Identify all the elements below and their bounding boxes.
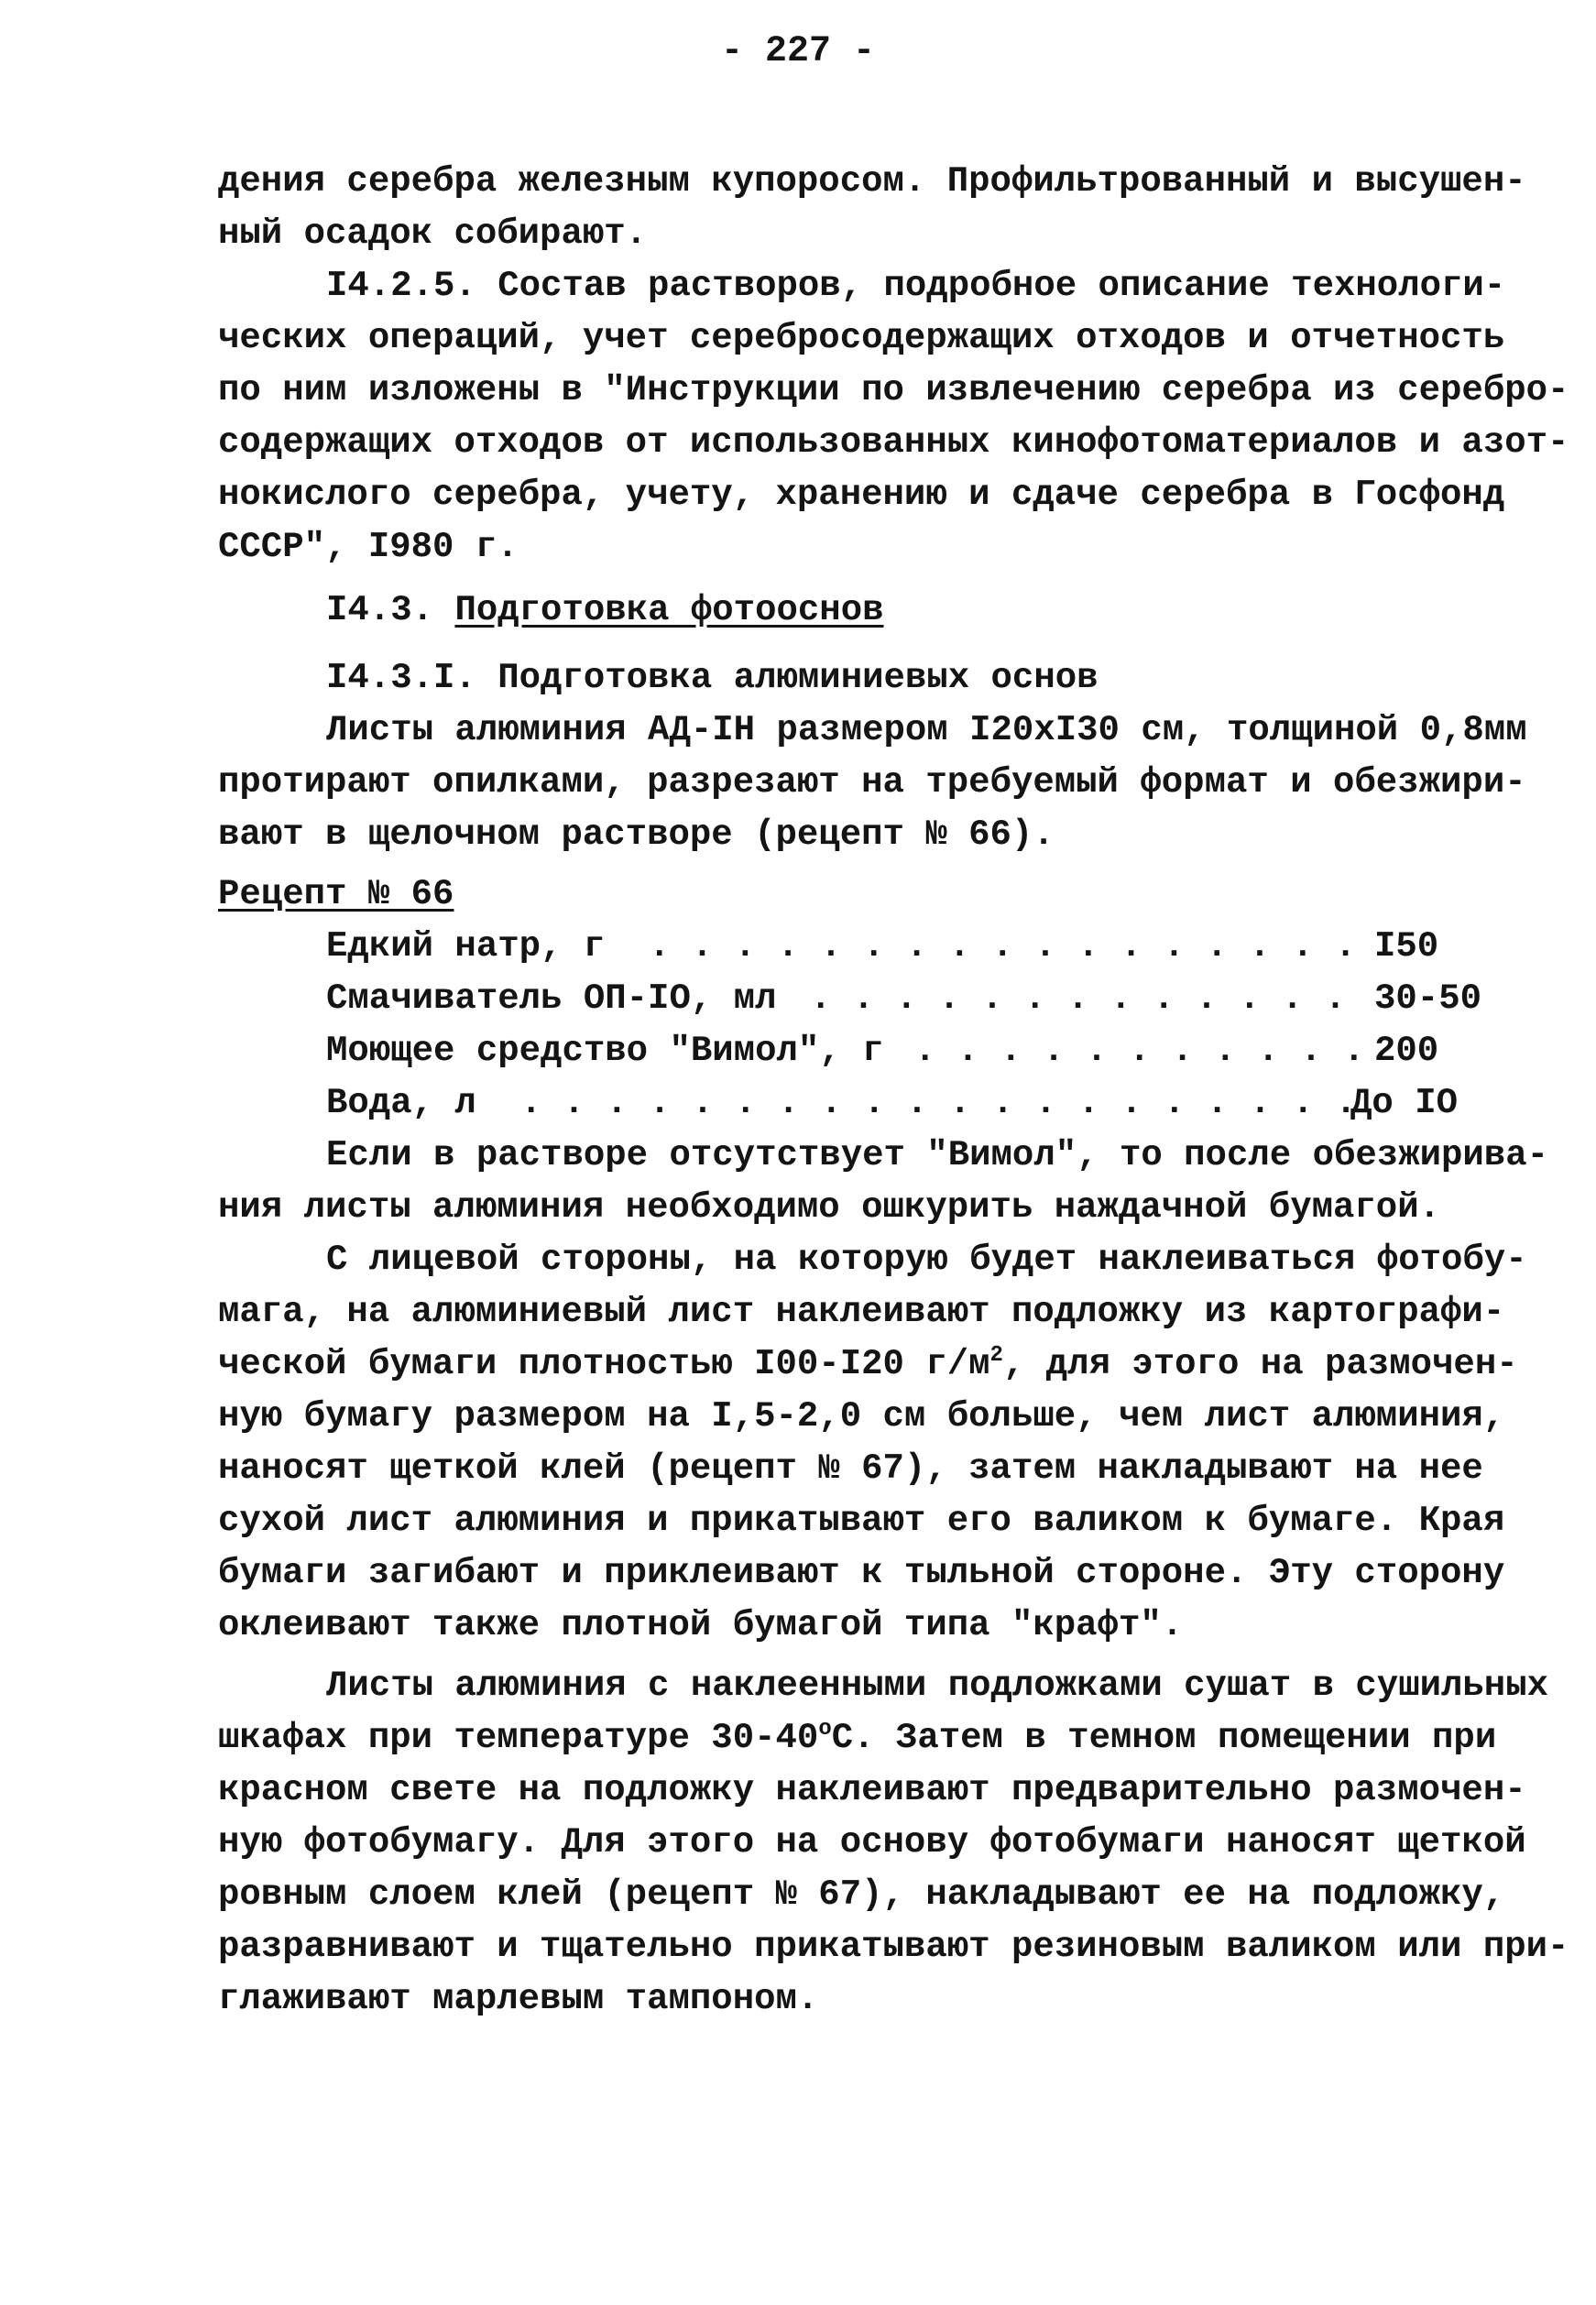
- paragraph-14-2-5: [218, 260, 1569, 574]
- text-line: I4.2.5. Состав растворов, подробное описание технологи-: [326, 266, 1506, 306]
- text-line: красном свете на подложку наклеивают предварительно размочен-: [218, 1770, 1526, 1810]
- text-line: по ним изложены в "Инструкции по извлечению серебра из серебро-: [218, 370, 1569, 410]
- paragraph-continuation: [218, 156, 1537, 260]
- text-line: мага, на алюминиевый лист наклеивают подложку из картографи-: [218, 1292, 1505, 1332]
- recipe-row: [218, 1025, 1482, 1077]
- leader-dots: . . . . . . . . . . . . . . . . . . . .: [520, 1083, 1357, 1123]
- text-line: глаживают марлевым тампоном.: [218, 1979, 819, 2019]
- section-title: Подготовка фотооснов: [454, 590, 884, 630]
- page-number: - 227 -: [720, 31, 876, 72]
- text-line: шкафах при температуре $30-40^оС$. Затем в темном помещении при: [218, 1717, 1497, 1758]
- recipe-row: [218, 973, 1482, 1025]
- text-line: бумаги загибают и приклеивают к тыльной стороне. Эту сторону: [218, 1553, 1505, 1593]
- text-line: содержащих отходов от использованных кинофотоматериалов и азот-: [218, 422, 1569, 463]
- recipe-row: [218, 921, 1482, 973]
- leader-dots: . . . . . . . . . . . . . . . . .: [649, 926, 1357, 967]
- text-line: протирают опилками, разрезают на требуемый формат и обезжири-: [218, 762, 1526, 803]
- ingredient-name: Моющее средство "Вимол", г: [326, 1031, 884, 1071]
- text-line: Если в растворе отсутствует "Вимол", то после обезжирива-: [326, 1135, 1549, 1175]
- text-line: вают в щелочном растворе (рецепт № 66).: [218, 814, 1055, 855]
- section-heading: [218, 584, 1537, 637]
- subsection-title: I4.3.I. Подготовка алюминиевых основ: [326, 658, 1099, 698]
- text-line: сухой лист алюминия и прикатывают его валиком к бумаге. Края: [218, 1501, 1505, 1541]
- recipe-66-list: [218, 921, 1537, 1130]
- text-line: ческой бумаги плотностью I00-I20 $г/м^2$, для этого на размочен-: [218, 1343, 1518, 1384]
- text-line: разравнивают и тщательно прикатывают резиновым валиком или при-: [218, 1927, 1569, 1967]
- paragraph-drying: [218, 1660, 1569, 2026]
- text-line: С лицевой стороны, на которую будет наклеиваться фотобу-: [326, 1240, 1527, 1280]
- ingredient-amount: 30-50: [1374, 978, 1482, 1019]
- recipe-title: Рецепт № 66: [218, 874, 454, 914]
- recipe-heading: [218, 868, 1537, 921]
- ingredient-amount: 200: [1374, 1031, 1439, 1071]
- ingredient-name: Смачиватель ОП-IО, мл: [326, 978, 777, 1019]
- leader-dots: . . . . . . . . . . .: [914, 1031, 1365, 1071]
- ingredient-amount: I50: [1374, 926, 1439, 967]
- recipe-row: [218, 1077, 1482, 1130]
- paragraph-no-vimol: [218, 1130, 1549, 1234]
- text-line: ную фотобумагу. Для этого на основу фотобумаги наносят щеткой: [218, 1822, 1526, 1863]
- leader-dots: . . . . . . . . . . . . .: [810, 978, 1347, 1019]
- text-line: ческих операций, учет серебросодержащих отходов и отчетность: [218, 318, 1505, 358]
- text-line: Листы алюминия с наклеенными подложками сушат в сушильных: [326, 1666, 1549, 1706]
- section-number: I4.3.: [326, 590, 434, 630]
- paragraph-aluminium-sheets: [218, 705, 1537, 861]
- text-line: оклеивают также плотной бумагой типа "крафт".: [218, 1605, 1184, 1645]
- text-line: наносят щеткой клей (рецепт № 67), затем накладывают на нее: [218, 1448, 1483, 1489]
- text-line: ный осадок собирают.: [218, 213, 648, 254]
- text-line: ния листы алюминия необходимо ошкурить наждачной бумагой.: [218, 1187, 1441, 1228]
- subsection-heading: [218, 652, 1537, 705]
- ingredient-name: Едкий натр, г: [326, 926, 606, 967]
- text-line: СССР", I980 г.: [218, 527, 519, 567]
- text-line: дения серебра железным купоросом. Профильтрованный и высушен-: [218, 161, 1526, 202]
- ingredient-amount: До IО: [1350, 1083, 1459, 1123]
- text-line: ную бумагу размером на I,5-2,0 см больше, чем лист алюминия,: [218, 1396, 1505, 1437]
- text-line: Листы алюминия АД-IН размером I20хI30 см, толщиной 0,8мм: [326, 710, 1527, 750]
- text-line: нокислого серебра, учету, хранению и сдаче серебра в Госфонд: [218, 475, 1505, 515]
- paragraph-front-side: [218, 1234, 1537, 1652]
- text-line: ровным слоем клей (рецепт № 67), накладывают ее на подложку,: [218, 1874, 1505, 1915]
- ingredient-name: Вода, л: [326, 1083, 476, 1123]
